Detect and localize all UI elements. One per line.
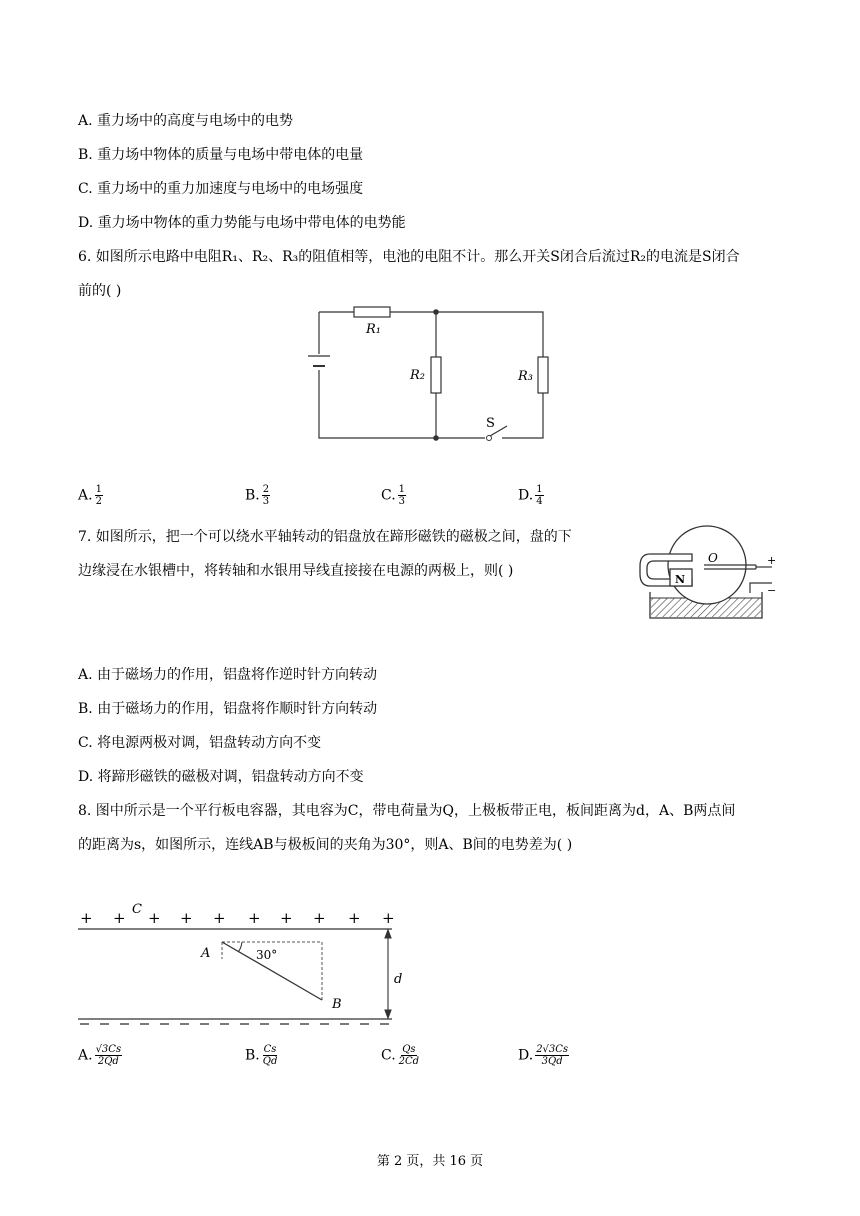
positive-charges xyxy=(80,909,395,927)
r3-label: R₃ xyxy=(518,369,533,384)
q8-option-d: D. $\frac{2√3Cs}{3Qd}$ xyxy=(518,1044,569,1067)
q5-option-d: D. 重力场中物体的重力势能与电场中带电体的电势能 xyxy=(78,215,406,231)
junction-bottom xyxy=(433,435,439,441)
q8-capacitor-diagram xyxy=(70,895,420,1035)
q8-option-b: B. $\frac{Cs}{Qd}$ xyxy=(245,1044,278,1067)
q6-stem-line1: 6. 如图所示电路中电阻R₁、R₂、R₃的阻值相等，电池的电阻不计。那么开关S闭合后流过R₂的电流是S闭合 xyxy=(78,249,740,265)
distance-label: d xyxy=(394,972,403,987)
page-footer: 第 2 页，共 16 页 xyxy=(376,1154,484,1169)
point-a-label: A xyxy=(201,946,211,961)
plus-sign: + xyxy=(113,909,126,927)
q8-stem-line1: 8. 图中所示是一个平行板电容器，其电容为C，带电荷量为Q，上极板带正电，板间距离为d，A、B两点间 xyxy=(78,803,736,819)
north-pole-label: N xyxy=(675,573,686,586)
q5-option-b: B. 重力场中物体的质量与电场中带电体的电量 xyxy=(78,147,364,163)
plus-sign: + xyxy=(280,909,293,927)
q6-option-d: D. $\frac{1}{4}$ xyxy=(518,484,543,507)
plus-sign: + xyxy=(80,909,93,927)
q8-option-a: A. $\frac{√3Cs}{2Qd}$ xyxy=(78,1044,122,1067)
plus-sign: + xyxy=(180,909,193,927)
point-c-label: C xyxy=(132,902,142,917)
q6-option-b: B. $\frac{2}{3}$ xyxy=(245,484,270,507)
q7-disc-magnet-diagram xyxy=(632,520,782,625)
plus-sign: + xyxy=(248,909,261,927)
switch-label: S xyxy=(486,416,495,431)
plus-sign: + xyxy=(213,909,226,927)
plus-sign: + xyxy=(382,909,395,927)
q5-option-a: A. 重力场中的高度与电场中的电势 xyxy=(78,113,294,129)
q6-option-a: A. $\frac{1}{2}$ xyxy=(78,484,102,507)
plus-sign: + xyxy=(348,909,361,927)
r1-label: R₁ xyxy=(366,322,381,337)
q6-option-c: C. $\frac{1}{3}$ xyxy=(381,484,406,507)
angle-label: 30° xyxy=(256,948,278,962)
q6-circuit-diagram xyxy=(300,300,560,450)
point-b-label: B xyxy=(332,997,342,1012)
switch-contact xyxy=(487,436,492,441)
q7-option-a: A. 由于磁场力的作用，铝盘将作逆时针方向转动 xyxy=(78,667,378,683)
axis-label: O xyxy=(708,551,718,565)
plus-terminal: + xyxy=(767,554,777,567)
r2-label: R₂ xyxy=(410,368,425,383)
q8-option-c: C. $\frac{Qs}{2Cd}$ xyxy=(381,1044,420,1067)
q5-option-c: C. 重力场中的重力加速度与电场中的电场强度 xyxy=(78,181,364,197)
q7-stem-line2: 边缘浸在水银槽中，将转轴和水银用导线直接接在电源的两极上，则( ) xyxy=(78,563,514,579)
q7-stem-line1: 7. 如图所示，把一个可以绕水平轴转动的铝盘放在蹄形磁铁的磁极之间，盘的下 xyxy=(78,529,572,545)
junction-top xyxy=(433,309,439,315)
q7-option-c: C. 将电源两极对调，铝盘转动方向不变 xyxy=(78,735,322,751)
q6-stem-line2: 前的( ) xyxy=(78,283,122,299)
minus-terminal: − xyxy=(767,584,777,597)
q8-stem-line2: 的距离为s，如图所示，连线AB与极板间的夹角为30°，则A、B间的电势差为( ) xyxy=(78,837,573,853)
plus-sign: + xyxy=(148,909,161,927)
q7-option-b: B. 由于磁场力的作用，铝盘将作顺时针方向转动 xyxy=(78,701,378,717)
plus-sign: + xyxy=(313,909,326,927)
q7-option-d: D. 将蹄形磁铁的磁极对调，铝盘转动方向不变 xyxy=(78,769,364,785)
